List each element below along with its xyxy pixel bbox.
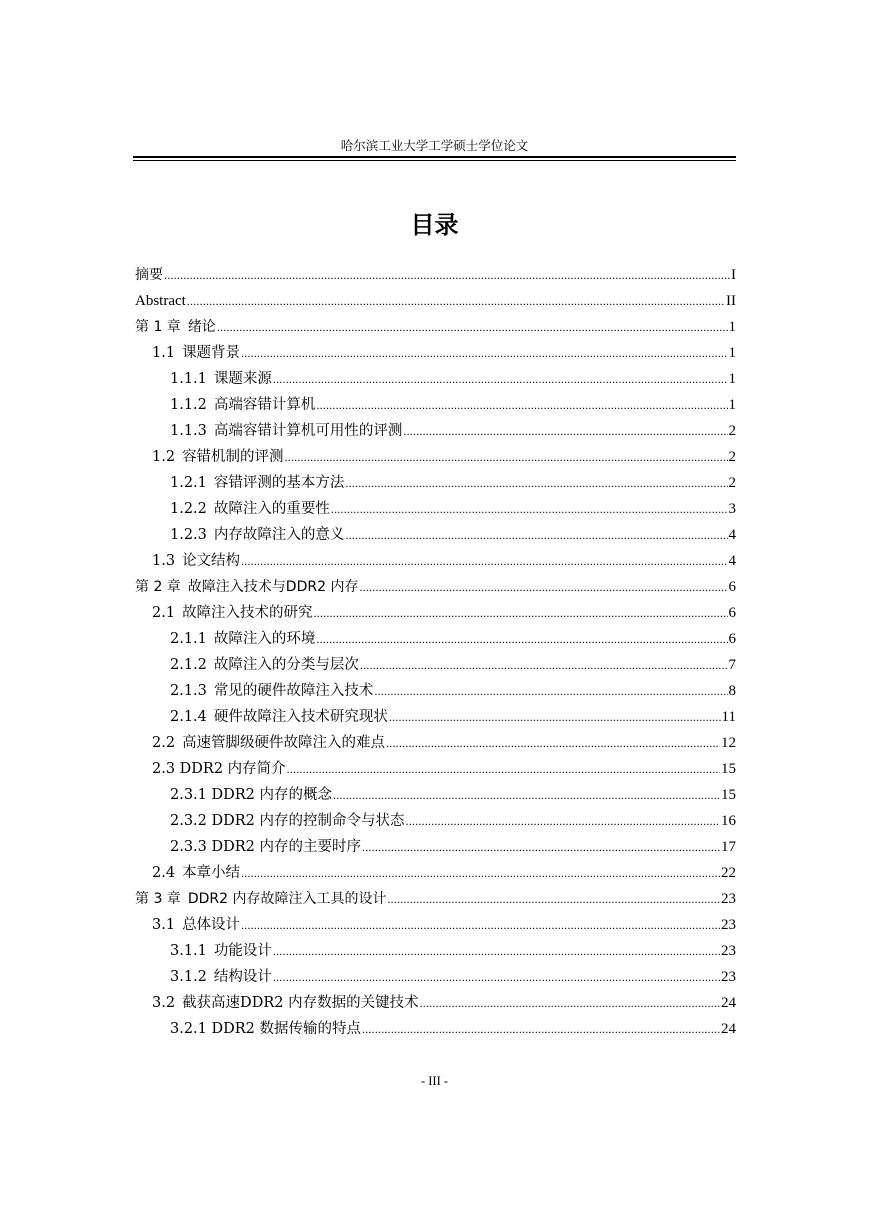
toc-entry[interactable] bbox=[135, 548, 736, 574]
toc-entry[interactable] bbox=[135, 314, 736, 340]
toc-dot-leader bbox=[187, 288, 725, 314]
toc-dot-leader bbox=[164, 262, 730, 288]
toc-entry[interactable] bbox=[135, 834, 736, 860]
toc-entry-label bbox=[152, 548, 240, 574]
toc-entry[interactable] bbox=[135, 782, 736, 808]
toc-entry-page: 24 bbox=[721, 995, 736, 1011]
toc-entry[interactable] bbox=[135, 990, 736, 1016]
toc-entry-label bbox=[152, 444, 284, 470]
toc-entry-text: 2.3.1 DDR2 内存的概念 bbox=[170, 787, 333, 803]
toc-entry-page: 15 bbox=[721, 787, 736, 803]
toc-entry-text: 2.3.3 DDR2 内存的主要时序 bbox=[170, 839, 362, 855]
toc-entry[interactable] bbox=[135, 964, 736, 990]
toc-entry[interactable] bbox=[135, 808, 736, 834]
toc-entry-page: 16 bbox=[721, 813, 736, 829]
toc-entry-page: 12 bbox=[721, 735, 736, 751]
toc-entry-label bbox=[170, 418, 402, 444]
toc-dot-leader bbox=[241, 548, 727, 574]
toc-entry-number: 1.2.1 bbox=[170, 475, 207, 491]
toc-entry[interactable] bbox=[135, 470, 736, 496]
toc-entry-text: 3.2.1 DDR2 数据传输的特点 bbox=[170, 1021, 362, 1037]
toc-entry-text: 故障注入的重要性 bbox=[213, 501, 330, 517]
toc-entry-page: 1 bbox=[728, 371, 736, 387]
toc-dot-leader bbox=[273, 938, 720, 964]
header-rule-thick bbox=[133, 156, 736, 158]
toc-dot-leader bbox=[386, 730, 720, 756]
toc-entry-number: 3.2 bbox=[152, 995, 176, 1011]
toc-dot-leader bbox=[316, 392, 727, 418]
toc-entry-number: 2.1.2 bbox=[170, 657, 207, 673]
running-header: 哈尔滨工业大学工学硕士学位论文 bbox=[340, 138, 529, 153]
toc-entry-page: 15 bbox=[721, 761, 736, 777]
toc-entry[interactable] bbox=[135, 938, 736, 964]
toc-entry[interactable] bbox=[135, 392, 736, 418]
toc-entry-number: 2.4 bbox=[152, 865, 176, 881]
toc-dot-leader bbox=[287, 756, 720, 782]
toc-dot-leader bbox=[389, 704, 721, 730]
toc-dot-leader bbox=[360, 652, 728, 678]
toc-entry-number: 2.1.1 bbox=[170, 631, 207, 647]
toc-entry-label bbox=[170, 782, 332, 808]
toc-entry-page: 17 bbox=[721, 839, 736, 855]
toc-dot-leader bbox=[331, 496, 728, 522]
page-title: 目录 bbox=[410, 211, 459, 239]
toc-entry-text: DDR2 内存故障注入工具的设计 bbox=[187, 891, 387, 907]
toc-entry-label bbox=[170, 704, 388, 730]
toc-entry-page: II bbox=[726, 293, 736, 309]
toc-entry-number: 第 1 章 bbox=[135, 319, 181, 335]
toc-entry-number: 1.2.2 bbox=[170, 501, 207, 517]
toc-entry-text: 容错评测的基本方法 bbox=[213, 475, 345, 491]
toc-entry-page: 1 bbox=[728, 319, 736, 335]
toc-entry[interactable] bbox=[135, 262, 736, 288]
toc-entry-number: 1.1 bbox=[152, 345, 176, 361]
toc-entry-page: I bbox=[731, 267, 736, 283]
toc-dot-leader bbox=[359, 574, 727, 600]
toc-entry[interactable] bbox=[135, 886, 736, 912]
toc-entry-text: 2.3 DDR2 内存简介 bbox=[152, 761, 286, 777]
toc-entry-number: 3.1.1 bbox=[170, 943, 207, 959]
toc-entry-page: 2 bbox=[728, 449, 736, 465]
toc-entry-label bbox=[152, 990, 419, 1016]
toc-entry-page: 7 bbox=[728, 657, 736, 673]
toc-dot-leader bbox=[387, 886, 720, 912]
toc-dot-leader bbox=[217, 314, 728, 340]
toc-entry-number: 1.1.3 bbox=[170, 423, 207, 439]
toc-entry[interactable] bbox=[135, 912, 736, 938]
toc-entry-number: 2.1 bbox=[152, 605, 176, 621]
toc-entry-text: 摘要 bbox=[135, 267, 163, 283]
toc-entry-label bbox=[152, 730, 385, 756]
toc-entry-page: 4 bbox=[728, 527, 736, 543]
toc-entry-number: 2.1.3 bbox=[170, 683, 207, 699]
toc-entry-number: 1.2.3 bbox=[170, 527, 207, 543]
toc-entry-page: 23 bbox=[721, 969, 736, 985]
toc-dot-leader bbox=[285, 444, 728, 470]
page-number: - III - bbox=[420, 1074, 449, 1088]
toc-entry-page: 8 bbox=[728, 683, 736, 699]
toc-entry-label bbox=[170, 808, 405, 834]
toc-dot-leader bbox=[241, 340, 727, 366]
toc-entry[interactable] bbox=[135, 418, 736, 444]
toc-entry-page: 1 bbox=[728, 345, 736, 361]
toc-entry-page: 23 bbox=[721, 917, 736, 933]
toc-entry-label bbox=[135, 262, 163, 288]
toc-entry-page: 6 bbox=[728, 631, 736, 647]
toc-entry-text: 内存故障注入的意义 bbox=[213, 527, 345, 543]
toc-dot-leader bbox=[362, 1016, 720, 1042]
toc-entry[interactable] bbox=[135, 704, 736, 730]
toc-entry-label bbox=[135, 314, 216, 340]
toc-entry-text: 论文结构 bbox=[182, 553, 241, 569]
toc-dot-leader bbox=[406, 808, 720, 834]
toc-entry-page: 23 bbox=[721, 943, 736, 959]
toc-entry-label bbox=[170, 496, 330, 522]
toc-entry-text: 课题背景 bbox=[182, 345, 241, 361]
toc-entry[interactable] bbox=[135, 340, 736, 366]
toc-entry[interactable] bbox=[135, 522, 736, 548]
toc-entry-text: 2.3.2 DDR2 内存的控制命令与状态 bbox=[170, 813, 405, 829]
toc-entry-text: 故障注入技术的研究 bbox=[182, 605, 313, 621]
toc-entry-text: 故障注入的环境 bbox=[213, 631, 316, 647]
toc-entry-number: 第 2 章 bbox=[135, 579, 181, 595]
toc-entry-page: 1 bbox=[728, 397, 736, 413]
toc-dot-leader bbox=[362, 834, 720, 860]
toc-entry-number: 3.1 bbox=[152, 917, 176, 933]
toc-entry-number: 第 3 章 bbox=[135, 891, 181, 907]
table-of-contents bbox=[135, 262, 736, 1042]
toc-entry[interactable] bbox=[135, 678, 736, 704]
toc-entry-label bbox=[170, 470, 344, 496]
toc-entry-label bbox=[135, 288, 186, 314]
toc-dot-leader bbox=[333, 782, 720, 808]
toc-entry[interactable] bbox=[135, 730, 736, 756]
toc-entry-text: 故障注入技术与DDR2 内存 bbox=[187, 579, 359, 595]
toc-entry-text: 截获高速DDR2 内存数据的关键技术 bbox=[182, 995, 419, 1011]
toc-entry-label bbox=[152, 600, 313, 626]
toc-dot-leader bbox=[374, 678, 727, 704]
toc-entry-label bbox=[152, 912, 240, 938]
toc-entry[interactable] bbox=[135, 496, 736, 522]
toc-entry[interactable] bbox=[135, 756, 736, 782]
toc-entry-page: 11 bbox=[721, 709, 736, 725]
toc-entry-text: 硬件故障注入技术研究现状 bbox=[213, 709, 388, 725]
toc-entry[interactable] bbox=[135, 626, 736, 652]
header-rule-thin bbox=[133, 160, 736, 161]
toc-entry-text: 本章小结 bbox=[182, 865, 241, 881]
toc-entry-text: 常见的硬件故障注入技术 bbox=[213, 683, 374, 699]
toc-entry-label bbox=[170, 938, 272, 964]
toc-entry-text: 故障注入的分类与层次 bbox=[213, 657, 359, 673]
toc-entry-label bbox=[170, 522, 344, 548]
toc-entry-text: 高速管脚级硬件故障注入的难点 bbox=[182, 735, 386, 751]
toc-entry-number: 1.2 bbox=[152, 449, 176, 465]
toc-entry-text: 容错机制的评测 bbox=[182, 449, 284, 465]
toc-entry-label bbox=[170, 392, 315, 418]
toc-entry-label bbox=[170, 678, 373, 704]
toc-entry-page: 4 bbox=[728, 553, 736, 569]
toc-entry-text: 结构设计 bbox=[213, 969, 272, 985]
toc-entry-text: Abstract bbox=[135, 293, 186, 309]
toc-entry[interactable] bbox=[135, 574, 736, 600]
toc-entry-page: 2 bbox=[728, 475, 736, 491]
toc-entry-page: 6 bbox=[728, 605, 736, 621]
toc-entry-label bbox=[152, 860, 240, 886]
toc-entry-text: 绪论 bbox=[187, 319, 216, 335]
toc-entry-page: 6 bbox=[728, 579, 736, 595]
toc-entry-number: 3.1.2 bbox=[170, 969, 207, 985]
toc-dot-leader bbox=[241, 912, 720, 938]
toc-entry-number: 2.1.4 bbox=[170, 709, 207, 725]
toc-dot-leader bbox=[273, 964, 720, 990]
toc-entry-page: 24 bbox=[721, 1021, 736, 1037]
toc-entry-label bbox=[170, 366, 272, 392]
toc-dot-leader bbox=[345, 470, 727, 496]
toc-dot-leader bbox=[241, 860, 720, 886]
toc-entry-label bbox=[170, 964, 272, 990]
toc-entry[interactable] bbox=[135, 652, 736, 678]
toc-entry-page: 23 bbox=[721, 891, 736, 907]
toc-entry[interactable] bbox=[135, 288, 736, 314]
toc-entry-text: 课题来源 bbox=[213, 371, 272, 387]
toc-dot-leader bbox=[273, 366, 728, 392]
toc-dot-leader bbox=[316, 626, 727, 652]
toc-dot-leader bbox=[314, 600, 728, 626]
toc-entry-text: 高端容错计算机 bbox=[213, 397, 316, 413]
toc-entry-number: 1.3 bbox=[152, 553, 176, 569]
toc-entry[interactable] bbox=[135, 444, 736, 470]
toc-entry-label bbox=[135, 886, 386, 912]
toc-entry-label bbox=[170, 652, 359, 678]
toc-entry-number: 1.1.1 bbox=[170, 371, 207, 387]
toc-entry-label bbox=[170, 626, 315, 652]
toc-entry[interactable] bbox=[135, 1016, 736, 1042]
toc-entry[interactable] bbox=[135, 600, 736, 626]
toc-entry-label bbox=[170, 1016, 361, 1042]
toc-entry-number: 2.2 bbox=[152, 735, 176, 751]
toc-entry-number: 1.1.2 bbox=[170, 397, 207, 413]
toc-entry-text: 总体设计 bbox=[182, 917, 241, 933]
toc-entry-text: 高端容错计算机可用性的评测 bbox=[213, 423, 403, 439]
toc-entry-text: 功能设计 bbox=[213, 943, 272, 959]
toc-dot-leader bbox=[403, 418, 727, 444]
toc-entry-page: 3 bbox=[728, 501, 736, 517]
toc-dot-leader bbox=[345, 522, 727, 548]
toc-entry-page: 2 bbox=[728, 423, 736, 439]
toc-entry-label bbox=[170, 834, 361, 860]
toc-entry-label bbox=[152, 340, 240, 366]
toc-dot-leader bbox=[420, 990, 720, 1016]
toc-entry-label bbox=[135, 574, 358, 600]
toc-entry-label bbox=[152, 756, 286, 782]
toc-entry[interactable] bbox=[135, 860, 736, 886]
toc-entry[interactable] bbox=[135, 366, 736, 392]
toc-entry-page: 22 bbox=[721, 865, 736, 881]
